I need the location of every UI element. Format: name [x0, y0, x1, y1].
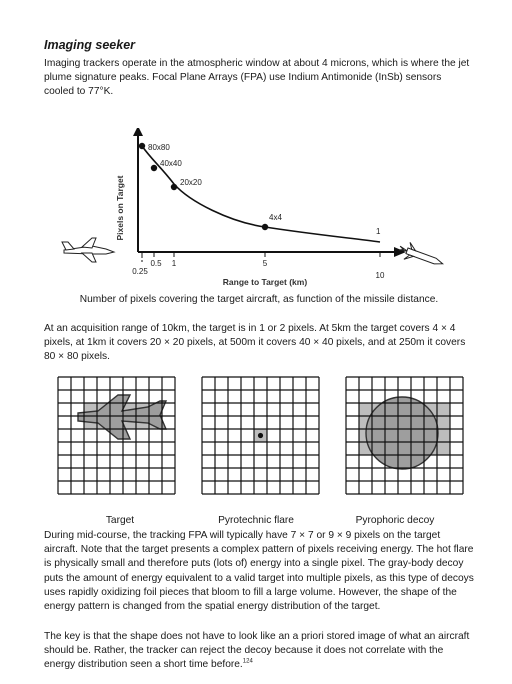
- data-point-label: 80x80: [148, 143, 170, 152]
- data-point-label: 40x40: [160, 159, 182, 168]
- missile-icon: [396, 240, 445, 273]
- data-point-label: 4x4: [269, 213, 282, 222]
- data-point-label: 20x20: [180, 178, 202, 187]
- x-tick-label: 0.5: [150, 259, 162, 268]
- grid-label-target: Target: [105, 515, 135, 526]
- data-point: [151, 165, 157, 171]
- data-point: [139, 143, 145, 149]
- y-axis-arrow-icon: [133, 128, 143, 136]
- pixel-grid-figure: [44, 373, 464, 513]
- data-point: [262, 224, 268, 230]
- x-axis-label: Range to Target (km): [222, 277, 308, 287]
- x-tick-label: 1: [171, 259, 177, 268]
- x-tick-label: 5: [262, 259, 268, 268]
- flare-dot: [258, 433, 263, 438]
- data-point: [171, 184, 177, 190]
- target-pixel-grid: [58, 377, 175, 494]
- pixels-vs-range-chart: [60, 128, 460, 288]
- grid-label-decoy: Pyrophoric decoy: [355, 515, 435, 526]
- flare-pixel-grid: [202, 377, 319, 494]
- midcourse-paragraph: During mid-course, the tracking FPA will typically have 7 × 7 or 9 × 9 pixels on the target aircraft. Note that the target presents a complex pattern of pixels receiving energy. The hot flare is physically small and therefore puts (lots of) energy into a single pixel. The gray-body decoy puts the amount of energy equivalent to a valid target into multiple pixels, as this type of decoys uses rapidly oxidizing foil pieces that bloom to fill a large volume. However, the shape of the energy pattern is changed from the spatial energy distribution of the target.: [44, 530, 474, 613]
- fighter-jet-icon: [62, 238, 114, 262]
- figure-caption: Number of pixels covering the target aircraft, as function of the missile distance.: [79, 294, 439, 305]
- decoy-cloud: [366, 397, 438, 469]
- decoy-pixel-grid: [346, 377, 463, 494]
- range-paragraph: At an acquisition range of 10km, the target is in 1 or 2 pixels. At 5km the target covers 4 × 4 pixels, at 1km it covers 20 × 20 pixels, at 500m it covers 40 × 40 pixels, and at 250m it covers 80 × 80 pixels.: [44, 323, 466, 363]
- footnote-ref: 124: [242, 659, 253, 666]
- conclusion-text: The key is that the shape does not have to look like an a priori stored image of what an aircraft should be. Rather, the tracker can reject the decoy because it does not correlate with the energy distribution seen a short time before.: [44, 631, 470, 671]
- x-tick-label: 10: [375, 271, 385, 280]
- section-title: Imaging seeker: [44, 38, 136, 52]
- intro-paragraph: Imaging trackers operate in the atmospheric window at about 4 microns, which is where the jet plume signature peaks. Focal Plane Arrays (FPA) use Indium Antimonide (InSb) sensors cooled to 77°K.: [44, 58, 470, 98]
- data-point-label: 1: [376, 227, 381, 236]
- x-tick-label: 0.25: [132, 267, 148, 276]
- conclusion-paragraph: [44, 630, 474, 673]
- grid-label-flare: Pyrotechnic flare: [218, 515, 294, 526]
- y-axis-label: Pixels on Target: [115, 175, 125, 241]
